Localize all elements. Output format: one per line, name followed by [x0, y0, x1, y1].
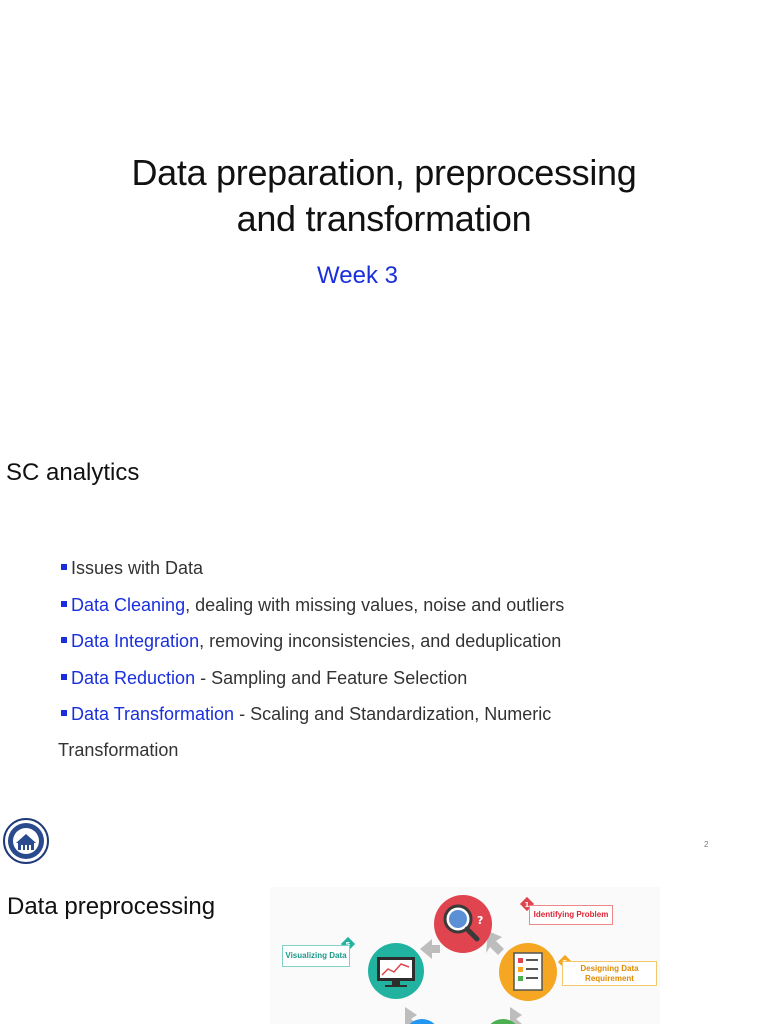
bullet-item: [58, 587, 698, 624]
bullet-item: [58, 550, 698, 587]
bullet-highlight: Data Transformation: [71, 704, 235, 724]
slide-title: [0, 150, 768, 242]
slide3-title: Data preprocessing: [7, 893, 216, 920]
bullet-highlight: Data Cleaning: [71, 594, 186, 615]
bullet-text: , dealing with missing values, noise and outliers: [185, 594, 565, 615]
bullet-list: [58, 550, 698, 733]
university-seal-icon: [3, 817, 49, 865]
slide-title-line-1: Data preparation, preprocessing: [131, 152, 637, 193]
step-number-1: 1: [524, 901, 530, 909]
bullet-text: - Sampling and Feature Selection: [195, 667, 468, 688]
bullet-text: - Scaling and Standardization, Numeric: [234, 704, 552, 724]
bullet-highlight: Data Reduction: [71, 667, 196, 688]
bullet-square-icon: [61, 674, 67, 680]
step-label-visualizing-data: Visualizing Data: [282, 945, 350, 967]
bullet-square-icon: [61, 564, 67, 570]
bullet-text: , removing inconsistencies, and deduplication: [199, 631, 562, 651]
slide-subtitle: Week 3: [317, 262, 398, 289]
bullet-item: [58, 696, 698, 733]
svg-text:?: ?: [477, 914, 484, 927]
section-title: SC analytics: [6, 459, 140, 486]
slide-title-line-2: and transformation: [236, 198, 532, 239]
page-number: 2: [704, 840, 709, 849]
step-label-designing-data-requirement: Designing Data Requirement: [562, 961, 657, 986]
bullet-item: [58, 660, 698, 697]
bullet-square-icon: [61, 601, 67, 607]
bullet-item: [58, 623, 698, 660]
bullet-highlight: Data Integration: [71, 631, 200, 651]
bullet-square-icon: [61, 637, 67, 643]
bullet-text: Issues with Data: [71, 558, 204, 578]
bullet-continuation: Transformation: [58, 740, 179, 760]
process-diagram: [270, 887, 660, 1024]
bullet-square-icon: [61, 710, 67, 716]
step-label-identifying-problem: Identifying Problem: [529, 905, 613, 925]
